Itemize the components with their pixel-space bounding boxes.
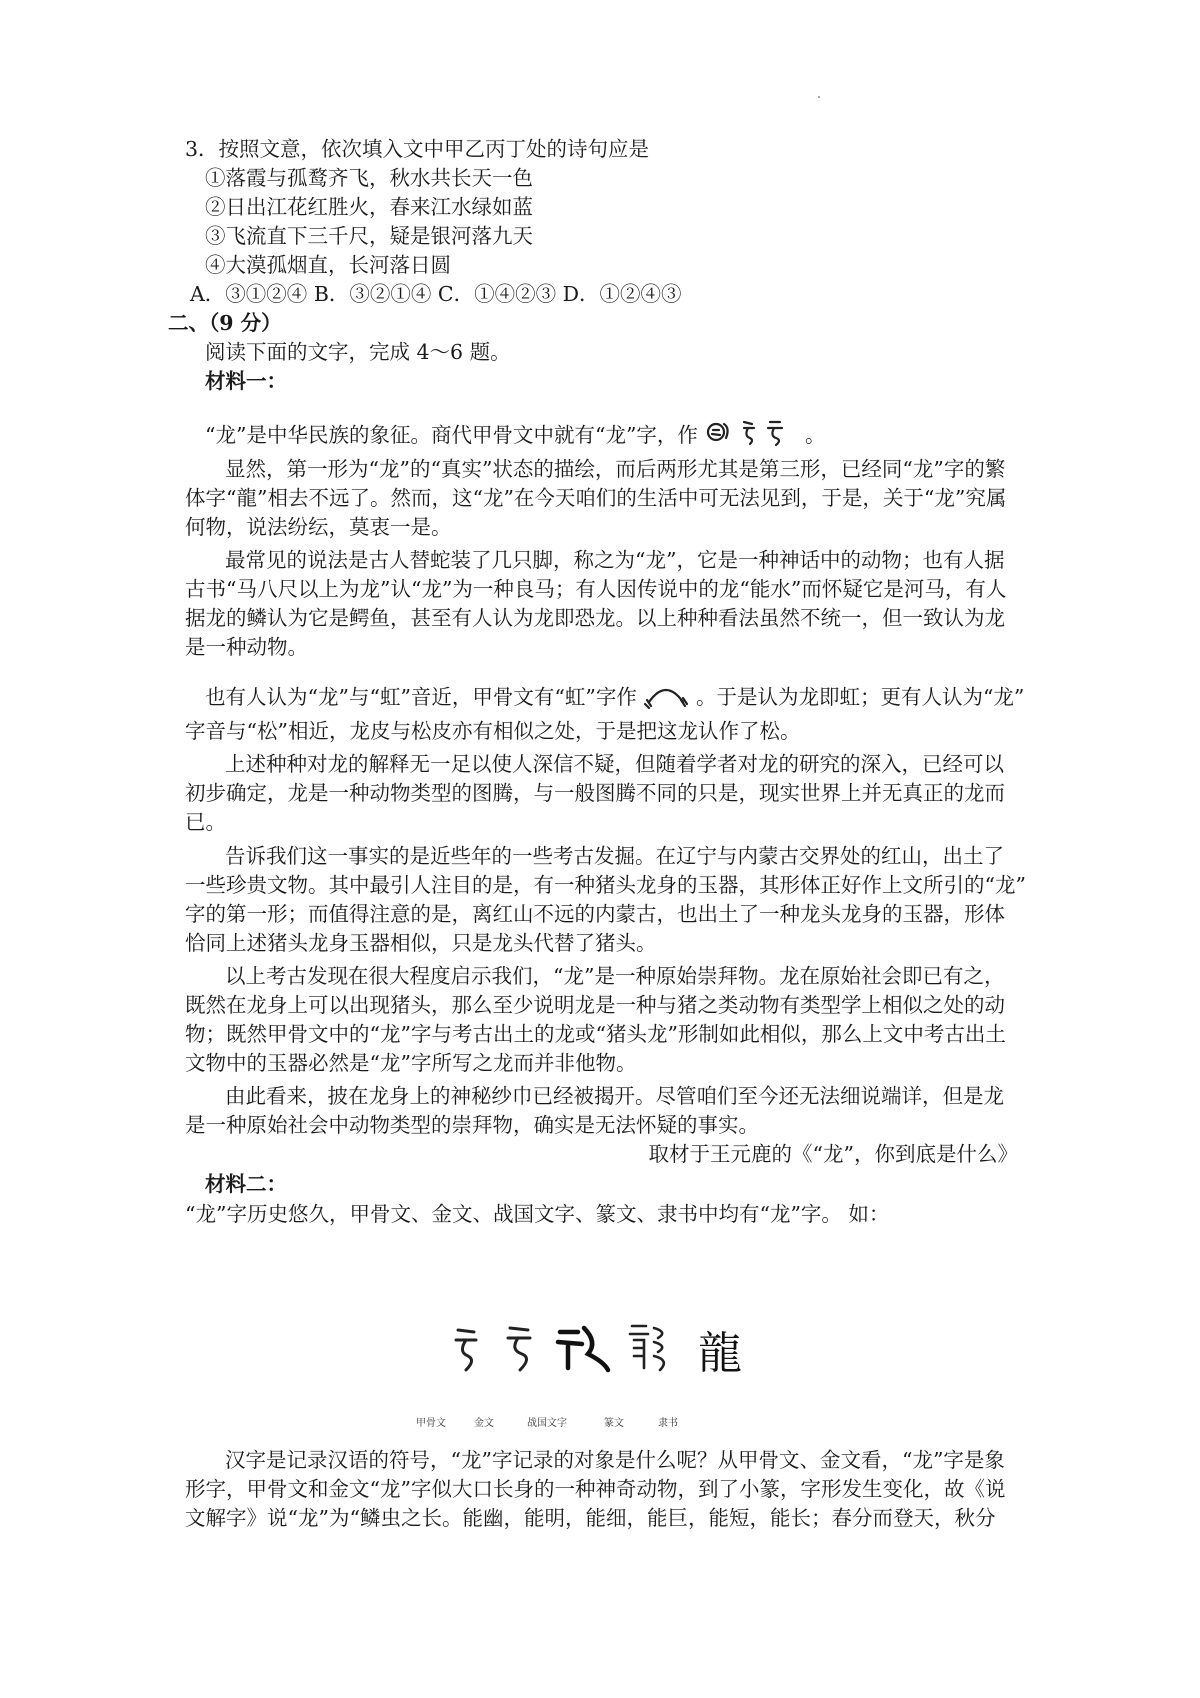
- section-heading: 二、（9 分）: [168, 311, 282, 335]
- warring-states-form: [558, 1328, 608, 1370]
- p4-text-b: 。于是认为龙即虹；更有人认为“龙”: [695, 685, 1025, 709]
- answer-choices: A．③①②④ B．③②①④ C．①④②③ D．①②④③: [190, 282, 682, 306]
- m2-p1-line-1: 汉字是记录汉语的符号，“龙”字记录的对象是什么呢？从甲骨文、金文看，“龙”字是象: [225, 1448, 1005, 1472]
- oracle-bone-form: [456, 1330, 476, 1370]
- p8-line-2: 是一种原始社会中动物类型的崇拜物，确实是无法怀疑的事实。: [185, 1113, 759, 1137]
- p6-line-1: 告诉我们这一事实的是近些年的一些考古发掘。在辽宁与内蒙古交界处的红山，出土了: [225, 844, 1004, 868]
- option-3: ③飞流直下三千尺，疑是银河落九天: [205, 224, 533, 248]
- option-2: ②日出江花红胜火，春来江水绿如蓝: [205, 195, 533, 219]
- p7-line-1: 以上考古发现在很大程度启示我们，“龙”是一种原始崇拜物。龙在原始社会即已有之，: [225, 964, 1005, 988]
- m2-p1-line-3: 文解字》说“龙”为“鳞虫之长。能幽，能明，能细，能巨，能短，能长；春分而登天，秋分: [185, 1506, 996, 1530]
- p7-line-2: 既然在龙身上可以出现猪头，那么至少说明龙是一种与猪之类动物有类型学上相似之处的动: [185, 993, 1005, 1017]
- p7-line-4: 文物中的玉器必然是“龙”字所写之龙而并非他物。: [185, 1051, 637, 1075]
- p8-line-1: 由此看来，披在龙身上的神秘纱巾已经被揭开。尽管咱们至今还无法细说端详，但是龙: [225, 1084, 1004, 1108]
- bronze-form: [508, 1328, 530, 1370]
- material-1-para-1: [205, 418, 825, 455]
- scan-speck: [818, 96, 820, 98]
- p5-line-2: 初步确定，龙是一种动物类型的图腾，与一般图腾不同的只是，现实世界上并无真正的龙而: [185, 781, 1005, 805]
- material-2-label: 材料二：: [205, 1172, 287, 1196]
- option-1: ①落霞与孤鹜齐飞，秋水共长天一色: [205, 166, 533, 190]
- oracle-dragon-glyphs-svg: [704, 418, 798, 448]
- p3-line-4: 是一种动物。: [185, 635, 308, 659]
- material-1-source: 取材于王元鹿的《“龙”，你到底是什么》: [648, 1142, 1018, 1166]
- p5-line-1: 上述种种对龙的解释无一足以使人深信不疑，但随着学者对龙的研究的深入，已经可以: [225, 752, 1004, 776]
- p7-line-3: 物；既然甲骨文中的“龙”字与考古出土的龙或“猪头龙”形制如此相似，那么上文中考古出土: [185, 1022, 1006, 1046]
- p6-line-4: 恰同上述猪头龙身玉器相似，只是龙头代替了猪头。: [185, 931, 657, 955]
- p3-line-2: 古书“马八尺以上为龙”认“龙”为一种良马；有人因传说中的龙“能水”而怀疑它是河马，有人: [185, 577, 1007, 601]
- p3-line-1: 最常见的说法是古人替蛇装了几只脚，称之为“龙”，它是一种神话中的动物；也有人据: [225, 548, 1005, 572]
- p2-line-1: 显然，第一形为“龙”的“真实”状态的描绘，而后两形尤其是第三形，已经同“龙”字的繁: [225, 457, 1006, 481]
- material-2-intro: “龙”字历史悠久，甲骨文、金文、战国文字、篆文、隶书中均有“龙”字。 如：: [185, 1202, 890, 1226]
- p2-line-3: 何物，说法纷纭，莫衷一是。: [185, 515, 452, 539]
- seal-form: [630, 1326, 664, 1370]
- caption-oracle: 甲骨文: [416, 1418, 446, 1429]
- caption-clerical: 隶书: [658, 1418, 678, 1429]
- p6-line-3: 字的第一形；而值得注意的是，离红山不远的内蒙古，也出土了一种龙头龙身的玉器，形体: [185, 902, 1005, 926]
- oracle-rainbow-glyph: [643, 680, 689, 717]
- caption-seal: 篆文: [604, 1418, 624, 1429]
- para-1-text: “龙”是中华民族的象征。商代甲骨文中就有“龙”字，作: [205, 423, 698, 447]
- section-instruction: 阅读下面的文字，完成 4～6 题。: [205, 340, 511, 364]
- oracle-dragon-glyphs: [704, 418, 798, 455]
- p4-line-2: 字音与“松”相近，龙皮与松皮亦有相似之处，于是把这龙认作了松。: [185, 719, 801, 743]
- dragon-script-evolution: [448, 1318, 768, 1378]
- clerical-form: 龍: [698, 1328, 742, 1378]
- option-4: ④大漠孤烟直，长河落日圆: [205, 253, 451, 277]
- p3-line-3: 据龙的鳞认为它是鳄鱼，甚至有人认为龙即恐龙。以上种种看法虽然不统一，但一致认为龙: [185, 606, 1005, 630]
- script-forms-svg: [448, 1318, 768, 1378]
- para-1-end: 。: [804, 423, 826, 447]
- p2-line-2: 体字“龍”相去不远了。然而，这“龙”在今天咱们的生活中可无法见到，于是，关于“龙”究属: [185, 486, 1007, 510]
- material-1-label: 材料一：: [205, 369, 287, 393]
- p4-text-a: 也有人认为“龙”与“虹”音近，甲骨文有“虹”字作: [205, 685, 637, 709]
- p5-line-3: 已。: [185, 810, 226, 834]
- p6-line-2: 一些珍贵文物。其中最引人注目的是，有一种猪头龙身的玉器，其形体正好作上文所引的“龙”: [185, 873, 1026, 897]
- oracle-rainbow-glyph-svg: [643, 680, 689, 710]
- question-3-stem: 3．按照文意，依次填入文中甲乙丙丁处的诗句应是: [185, 137, 650, 161]
- m2-p1-line-2: 形字，甲骨文和金文“龙”字似大口长身的一种神奇动物，到了小篆，字形发生变化，故《说: [185, 1477, 1006, 1501]
- caption-warring-states: 战国文字: [527, 1418, 567, 1429]
- p4-line-1: [205, 680, 1024, 717]
- caption-bronze: 金文: [474, 1418, 494, 1429]
